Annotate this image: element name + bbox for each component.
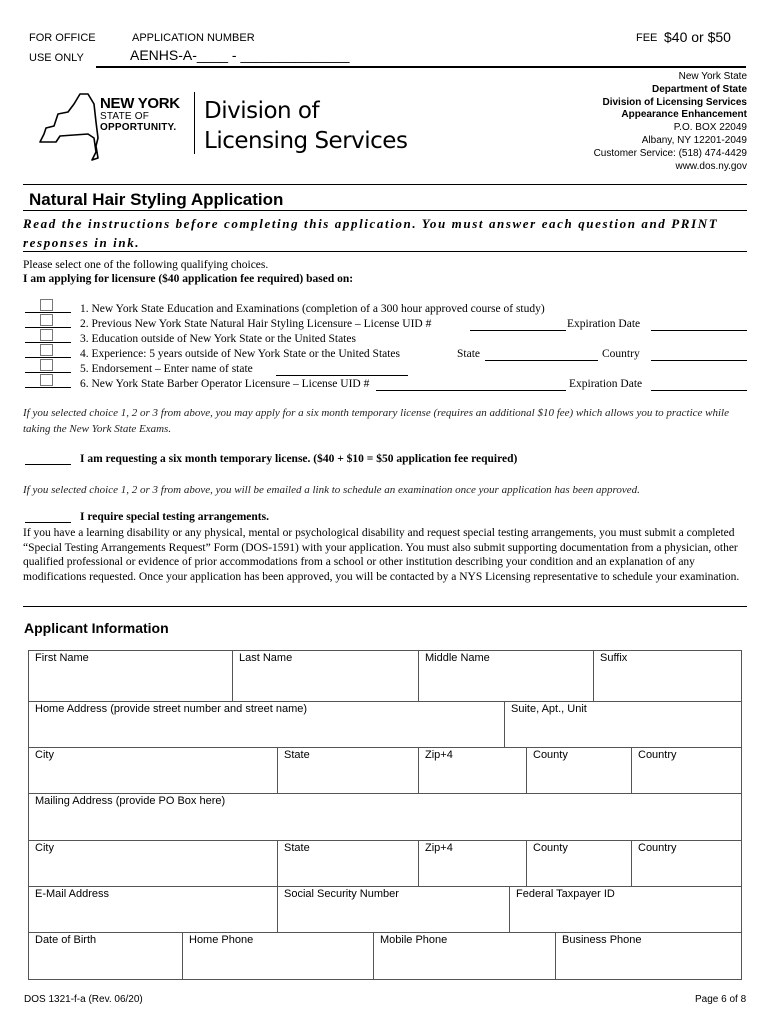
instructions-line-2: responses in ink.: [23, 235, 141, 250]
mailing-county-label: County: [533, 842, 568, 854]
qualify-intro: Please select one of the following qualifying choices.: [23, 259, 269, 271]
option-5-label: 5. Endorsement – Enter name of state: [80, 363, 253, 375]
option-4-label: 4. Experience: 5 years outside of New York State or the United States: [80, 348, 401, 360]
option-3-line: [25, 342, 71, 343]
temp-license-note: If you selected choice 1, 2 or 3 from above, you may apply for a six month temporary license (requires an additional $10 fee) which allows you to practice while taking the New York State Exams.: [23, 407, 729, 435]
home-address-label: Home Address (provide street number and street name): [35, 703, 308, 715]
page-number: Page 6 of 8: [695, 994, 747, 1005]
email-note: If you selected choice 1, 2 or 3 from above, you will be emailed a link to schedule an examination once your application has been approved.: [23, 484, 640, 496]
email-label: E-Mail Address: [35, 888, 109, 900]
suffix-label: Suffix: [600, 652, 628, 664]
fee-value: $40 or $50: [664, 29, 731, 45]
nys-logo: [100, 96, 180, 133]
option-4-country-label: Country: [602, 348, 640, 360]
form-id: DOS 1321-f-a (Rev. 06/20): [24, 994, 143, 1005]
home-phone-label: Home Phone: [189, 934, 254, 946]
city-label: City: [35, 749, 54, 761]
mailing-zip-label: Zip+4: [425, 842, 453, 854]
option-2-label: 2. Previous New York State Natural Hair Styling Licensure – License UID #: [80, 318, 432, 330]
address-line-6: Albany, NY 12201-2049: [641, 134, 747, 146]
app-number-field[interactable]: AENHS-A-____ - ______________: [130, 47, 350, 63]
mobile-phone-label: Mobile Phone: [380, 934, 448, 946]
instructions: [23, 214, 763, 252]
logo-line-2: STATE OF: [100, 111, 150, 122]
ssn-label: Social Security Number: [284, 888, 399, 900]
division-title: [204, 96, 407, 156]
country-label: Country: [638, 749, 677, 761]
address-line-2: Department of State: [651, 83, 747, 95]
logo-divider: [194, 92, 195, 154]
office-label-1: FOR OFFICE: [29, 32, 96, 44]
county-label: County: [533, 749, 568, 761]
option-5-state-field[interactable]: [276, 375, 408, 376]
option-3-checkbox[interactable]: [40, 329, 53, 341]
option-6-expiration-field[interactable]: [651, 390, 747, 391]
option-2-expiration-label: Expiration Date: [567, 318, 641, 330]
applicant-heading: Applicant Information: [24, 620, 169, 636]
taxpayer-id-label: Federal Taxpayer ID: [516, 888, 615, 900]
address-line-5: P.O. BOX 22049: [673, 122, 747, 134]
special-testing-heading: I require special testing arrangements.: [80, 511, 269, 523]
mailing-city-label: City: [35, 842, 54, 854]
address-line-1: New York State: [678, 71, 747, 82]
address-line-4: Appearance Enhancement: [621, 109, 747, 121]
option-4-line: [25, 357, 71, 358]
division-line-1: Division of: [204, 98, 320, 124]
option-1-line: [25, 312, 71, 313]
option-2-checkbox[interactable]: [40, 314, 53, 326]
option-6-label: 6. New York State Barber Operator Licensure – License UID #: [80, 378, 370, 390]
option-4-state-label: State: [457, 348, 480, 360]
address-line-8: www.dos.ny.gov: [675, 160, 747, 172]
option-6-line: [25, 387, 71, 388]
option-5-line: [25, 372, 71, 373]
option-6-uid-field[interactable]: [376, 390, 566, 391]
division-line-2: Licensing Services: [204, 128, 408, 154]
office-label-2: USE ONLY: [29, 52, 84, 64]
option-4-checkbox[interactable]: [40, 344, 53, 356]
special-testing-check-line[interactable]: [25, 522, 71, 523]
middle-name-label: Middle Name: [425, 652, 490, 664]
option-4-state-field[interactable]: [485, 360, 598, 361]
fee-label: FEE: [636, 32, 658, 44]
special-testing-body: If you have a learning disability or any physical, mental or psychological disability and request special testing arrangements, you must submit a completed “Special Testing Arrangements Request” Form (DOS-1591) with your application. You must also submit supporting documentation from a physician, other qualified professional or evidence of prior accommodations from a school or other institution describing your condition and an explanation of any modifications requested. Once your application has been approved, you will be contacted by a NYS Licensing representative to schedule your examination.: [23, 527, 740, 583]
address-line-7: Customer Service: (518) 474-4429: [593, 147, 747, 159]
agency-address: [594, 71, 747, 173]
instructions-rule: [23, 251, 747, 252]
app-number-label: APPLICATION NUMBER: [132, 32, 255, 44]
suite-label: Suite, Apt., Unit: [511, 703, 587, 715]
mailing-city-field[interactable]: [28, 840, 278, 887]
dob-label: Date of Birth: [35, 934, 97, 946]
new-york-state-map-icon: [36, 82, 100, 162]
mailing-country-label: Country: [638, 842, 677, 854]
option-6-checkbox[interactable]: [40, 374, 53, 386]
last-name-label: Last Name: [239, 652, 293, 664]
header-rule: [96, 66, 746, 68]
zip-label: Zip+4: [425, 749, 453, 761]
option-1-label: 1. New York State Education and Examinations (completion of a 300 hour approved course of study): [80, 303, 545, 315]
option-3-label: 3. Education outside of New York State or the United States: [80, 333, 356, 345]
option-4-country-field[interactable]: [651, 360, 747, 361]
logo-line-3: OPPORTUNITY.: [100, 122, 177, 133]
option-6-expiration-label: Expiration Date: [569, 378, 643, 390]
title-rule-bottom: [23, 210, 747, 211]
instructions-line-1: Read the instructions before completing this application. You must answer each question and PRINT: [23, 216, 719, 231]
mailing-state-label: State: [284, 842, 310, 854]
title-rule-top: [23, 184, 747, 185]
state-label: State: [284, 749, 310, 761]
form-title: Natural Hair Styling Application: [29, 190, 284, 209]
qualify-lead: I am applying for licensure ($40 application fee required) based on:: [23, 273, 354, 285]
option-1-checkbox[interactable]: [40, 299, 53, 311]
temp-license-request: I am requesting a six month temporary license. ($40 + $10 = $50 application fee required): [80, 453, 518, 465]
option-2-uid-field[interactable]: [470, 330, 566, 331]
city-field[interactable]: [28, 747, 278, 794]
temp-license-check-line[interactable]: [25, 464, 71, 465]
option-2-line: [25, 327, 71, 328]
mailing-address-label: Mailing Address (provide PO Box here): [35, 795, 226, 807]
option-2-expiration-field[interactable]: [651, 330, 747, 331]
section-rule: [23, 606, 747, 607]
business-phone-label: Business Phone: [562, 934, 642, 946]
option-5-checkbox[interactable]: [40, 359, 53, 371]
logo-line-1: NEW YORK: [100, 95, 180, 112]
first-name-label: First Name: [35, 652, 89, 664]
address-line-3: Division of Licensing Services: [602, 96, 747, 108]
